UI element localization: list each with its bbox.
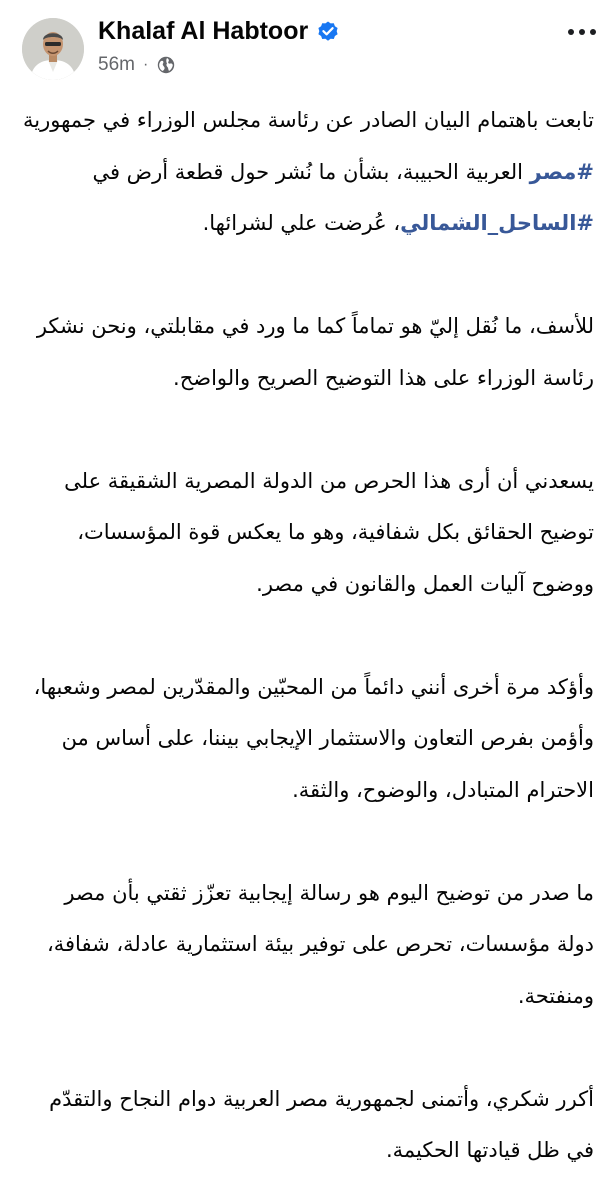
post-paragraph-2: للأسف، ما نُقل إليّ هو تماماً كما ما ورد في مقابلتي، ونحن نشكر رئاسة الوزراء على هذا التوضيح الصريح والواضح. bbox=[36, 314, 594, 390]
meta-separator: · bbox=[142, 56, 149, 73]
avatar[interactable] bbox=[22, 18, 84, 80]
post-header bbox=[0, 0, 616, 90]
post-meta bbox=[98, 54, 176, 76]
more-dot-icon bbox=[590, 29, 596, 35]
author-name[interactable]: Khalaf Al Habtoor bbox=[98, 17, 309, 45]
verified-badge-icon bbox=[316, 20, 340, 44]
more-options-button[interactable] bbox=[560, 14, 604, 50]
post-paragraph-5: ما صدر من توضيح اليوم هو رسالة إيجابية تعزّز ثقتي بأن مصر دولة مؤسسات، تحرص على توفير بيئة استثمارية عادلة، شفافة، ومنفتحة. bbox=[46, 880, 594, 1008]
post-paragraph-6: أكرر شكري، وأتمنى لجمهورية مصر العربية دوام النجاح والتقدّم في ظل قيادتها الحكيمة. bbox=[49, 1086, 594, 1162]
post-paragraph-1 bbox=[22, 95, 594, 250]
more-dot-icon bbox=[579, 29, 585, 35]
hashtag-link-sahel[interactable]: #الساحل_الشمالي bbox=[400, 211, 594, 235]
author-row bbox=[98, 17, 340, 46]
avatar-photo-icon bbox=[22, 18, 84, 80]
hashtag-link-misr[interactable]: #مصر bbox=[529, 159, 594, 184]
post-timestamp[interactable]: 56m bbox=[98, 54, 135, 75]
post-paragraph-4: وأؤكد مرة أخرى أنني دائماً من المحبّين والمقدّرين لمصر وشعبها، وأؤمن بفرص التعاون والاستثمار الإيجابي بيننا، على أساس من الاحترام المتبادل، والوضوح، والثقة. bbox=[33, 674, 594, 802]
paragraph-text: ، عُرضت علي لشرائها. bbox=[202, 211, 401, 235]
globe-icon[interactable] bbox=[156, 55, 176, 75]
paragraph-text: العربية الحبيبة، بشأن ما نُشر حول قطعة أرض في bbox=[92, 159, 530, 184]
post-text bbox=[22, 95, 594, 1177]
paragraph-text: تابعت باهتمام البيان الصادر عن رئاسة مجلس الوزراء في جمهورية bbox=[23, 108, 594, 132]
more-dot-icon bbox=[568, 29, 574, 35]
post-paragraph-3: يسعدني أن أرى هذا الحرص من الدولة المصرية الشقيقة على توضيح الحقائق بكل شفافية، وهو ما يعكس قوة المؤسسات، ووضوح آليات العمل والقانون في مصر. bbox=[64, 468, 594, 596]
